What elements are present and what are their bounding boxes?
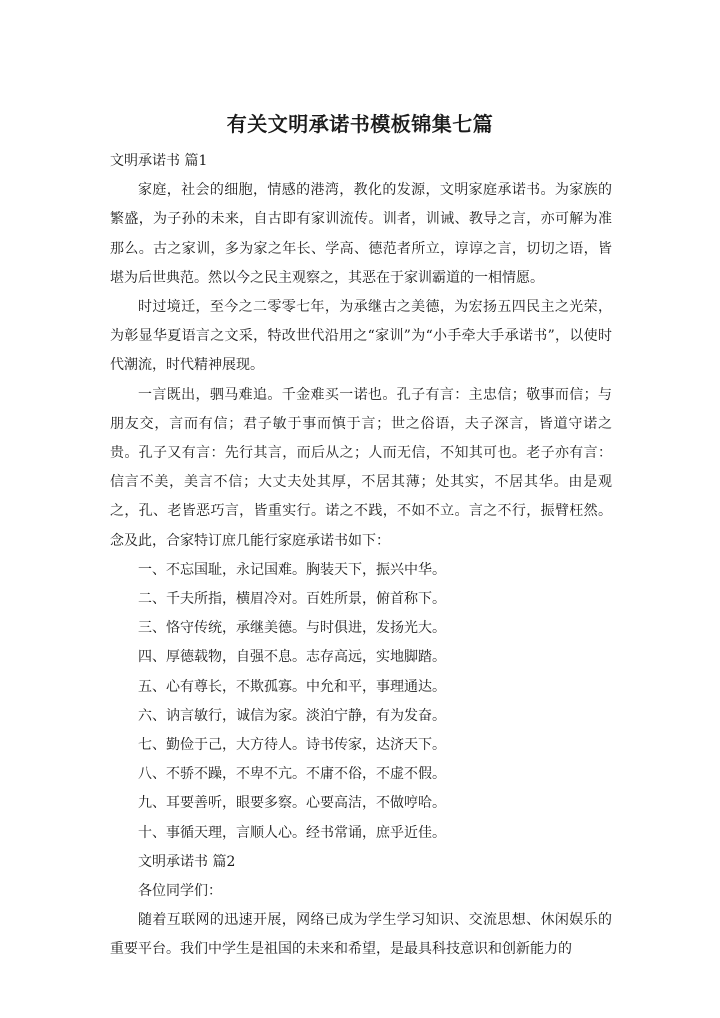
pledge-item-6: 六、讷言敏行，诚信为家。淡泊宁静，有为发奋。 (138, 707, 446, 724)
section-1-paragraph-3: 一言既出，驷马难追。千金难买一诺也。孔子有言：主忠信；敬事而信；与朋友交，言而有信；君子敏于事而慎于言；世之俗语，夫子深言，皆道守诺之贵。孔子又有言：先行其言，而后从之；人而无信，不知其可也。老子亦有言：信言不美，美言不信；大丈夫处其厚，不居其薄；处其实，不居其华。由是观之，孔、老皆恶巧言，皆重实行。诺之不践，不如不立。言之不行，振臂枉然。念及此，合家特订庶几能行家庭承诺书如下： (110, 386, 612, 549)
section-2-label: 文明承诺书 篇2 (138, 853, 236, 870)
section-1-paragraph-1: 家庭，社会的细胞，情感的港湾，教化的发源，文明家庭承诺书。为家族的繁盛，为子孙的未来，自古即有家训流传。训者，训诫、教导之言，亦可解为准那么。古之家训，多为家之年长、学高、德范者所立，谆谆之言，切切之语，皆堪为后世典范。然以今之民主观察之，其恶在于家训霸道的一相情愿。 (110, 182, 612, 286)
section-1-label: 文明承诺书 篇1 (110, 153, 208, 169)
section-2-greeting: 各位同学们： (138, 883, 222, 900)
pledge-item-10: 十、事循天理，言顺人心。经书常诵，庶乎近佳。 (138, 824, 446, 841)
pledge-item-8: 八、不骄不躁，不卑不亢。不庸不俗，不虚不假。 (138, 766, 446, 783)
pledge-item-4: 四、厚德载物，自强不息。志存高远，实地脚踏。 (138, 649, 446, 666)
section-2-paragraph-1: 随着互联网的迅速开展，网络已成为学生学习知识、交流思想、休闲娱乐的重要平台。我们中学生是祖国的未来和希望，是最具科技意识和创新能力的 (110, 912, 612, 958)
document-title: 有关文明承诺书模板锦集七篇 (226, 112, 494, 136)
pledge-item-9: 九、耳要善听，眼要多察。心要高洁，不做哼哈。 (138, 795, 446, 812)
document-body (110, 147, 612, 965)
pledge-item-5: 五、心有尊长，不欺孤寡。中允和平，事理通达。 (138, 678, 446, 695)
pledge-item-2: 二、千夫所指，横眉冷对。百姓所景，俯首称下。 (138, 591, 446, 608)
pledge-item-3: 三、恪守传统，承继美德。与时俱进，发扬光大。 (138, 620, 446, 637)
section-1-paragraph-2: 时过境迁，至今之二零零七年，为承继古之美德，为宏扬五四民主之光荣，为彰显华夏语言之文采，特改世代沿用之“家训”为“小手牵大手承诺书”，以使时代潮流，时代精神展现。 (110, 299, 612, 374)
pledge-item-7: 七、勤俭于己，大方待人。诗书传家，达济天下。 (138, 737, 446, 754)
pledge-item-1: 一、不忘国耻，永记国难。胸装天下，振兴中华。 (138, 561, 446, 578)
